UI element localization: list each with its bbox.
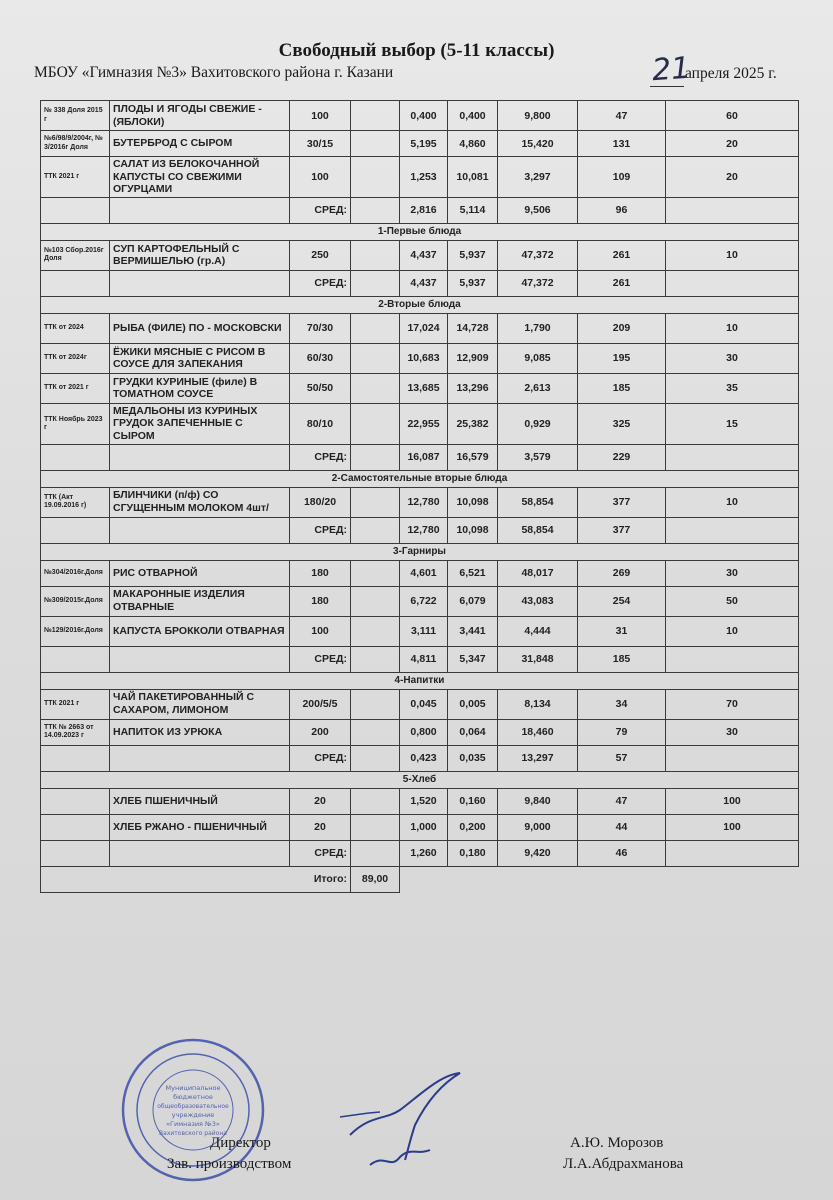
average-label: СРЕД: <box>290 270 351 296</box>
price-value: 60 <box>666 101 799 131</box>
portion-yield: 200/5/5 <box>290 689 351 719</box>
kcal-value: 79 <box>578 719 666 745</box>
portion-yield: 20 <box>290 788 351 814</box>
avg-carbs: 9,506 <box>498 197 578 223</box>
avg-kcal: 185 <box>578 646 666 672</box>
empty-cell <box>351 840 400 866</box>
kcal-value: 47 <box>578 788 666 814</box>
carbs-value: 2,613 <box>498 373 578 403</box>
protein-value: 0,045 <box>400 689 448 719</box>
price-value: 10 <box>666 616 799 646</box>
dish-name: РИС ОТВАРНОЙ <box>110 560 290 586</box>
price-value: 10 <box>666 487 799 517</box>
protein-value: 1,253 <box>400 157 448 198</box>
category-row <box>41 470 799 487</box>
average-label: СРЕД: <box>290 646 351 672</box>
dish-name: БЛИНЧИКИ (п/ф) СО СГУЩЕННЫМ МОЛОКОМ 4шт/ <box>110 487 290 517</box>
menu-item-row <box>41 788 799 814</box>
fat-value: 6,079 <box>448 586 498 616</box>
recipe-code: ТТК (Акт 19.09.2016 г) <box>41 487 110 517</box>
average-row <box>41 517 799 543</box>
price-value: 30 <box>666 343 799 373</box>
portion-yield: 100 <box>290 616 351 646</box>
dish-name: ЧАЙ ПАКЕТИРОВАННЫЙ С САХАРОМ, ЛИМОНОМ <box>110 689 290 719</box>
avg-kcal: 377 <box>578 517 666 543</box>
average-label: СРЕД: <box>290 745 351 771</box>
empty-cell <box>41 517 110 543</box>
avg-protein: 0,423 <box>400 745 448 771</box>
empty-cell <box>110 646 290 672</box>
empty-cell <box>41 197 110 223</box>
fat-value: 3,441 <box>448 616 498 646</box>
kcal-value: 131 <box>578 131 666 157</box>
empty-cell <box>110 745 290 771</box>
empty-cell <box>110 197 290 223</box>
avg-protein: 2,816 <box>400 197 448 223</box>
average-row <box>41 646 799 672</box>
menu-item-row <box>41 616 799 646</box>
carbs-value: 9,000 <box>498 814 578 840</box>
avg-kcal: 57 <box>578 745 666 771</box>
portion-yield: 200 <box>290 719 351 745</box>
empty-cell <box>351 719 400 745</box>
director-name: А.Ю. Морозов <box>570 1135 664 1151</box>
price-value: 20 <box>666 131 799 157</box>
empty-cell <box>351 616 400 646</box>
avg-fat: 10,098 <box>448 517 498 543</box>
menu-item-row <box>41 814 799 840</box>
menu-item-row <box>41 586 799 616</box>
kcal-value: 377 <box>578 487 666 517</box>
avg-carbs: 3,579 <box>498 444 578 470</box>
empty-cell <box>351 689 400 719</box>
price-value: 30 <box>666 719 799 745</box>
menu-item-row <box>41 719 799 745</box>
empty-cell <box>110 840 290 866</box>
empty-cell <box>351 814 400 840</box>
menu-item-row <box>41 131 799 157</box>
protein-value: 13,685 <box>400 373 448 403</box>
protein-value: 0,800 <box>400 719 448 745</box>
empty-cell <box>41 444 110 470</box>
kcal-value: 47 <box>578 101 666 131</box>
menu-item-row <box>41 689 799 719</box>
portion-yield: 50/50 <box>290 373 351 403</box>
avg-protein: 16,087 <box>400 444 448 470</box>
fat-value: 0,200 <box>448 814 498 840</box>
empty-cell <box>351 586 400 616</box>
empty-cell <box>351 157 400 198</box>
portion-yield: 20 <box>290 814 351 840</box>
recipe-code: № 338 Доля 2015 г <box>41 101 110 131</box>
empty-cell <box>351 403 400 444</box>
empty-cell <box>110 517 290 543</box>
price-value: 30 <box>666 560 799 586</box>
average-label: СРЕД: <box>290 444 351 470</box>
category-label: 1-Первые блюда <box>41 223 799 240</box>
empty-cell <box>41 745 110 771</box>
protein-value: 3,111 <box>400 616 448 646</box>
portion-yield: 100 <box>290 157 351 198</box>
menu-item-row <box>41 101 799 131</box>
avg-carbs: 47,372 <box>498 270 578 296</box>
kcal-value: 185 <box>578 373 666 403</box>
protein-value: 5,195 <box>400 131 448 157</box>
carbs-value: 58,854 <box>498 487 578 517</box>
svg-text:учреждение: учреждение <box>171 1111 215 1119</box>
fat-value: 14,728 <box>448 313 498 343</box>
portion-yield: 250 <box>290 240 351 270</box>
protein-value: 0,400 <box>400 101 448 131</box>
portion-yield: 100 <box>290 101 351 131</box>
date-underline <box>650 86 684 87</box>
price-value: 100 <box>666 788 799 814</box>
avg-kcal: 46 <box>578 840 666 866</box>
protein-value: 12,780 <box>400 487 448 517</box>
kcal-value: 195 <box>578 343 666 373</box>
fat-value: 10,081 <box>448 157 498 198</box>
protein-value: 10,683 <box>400 343 448 373</box>
dish-name: БУТЕРБРОД С СЫРОМ <box>110 131 290 157</box>
protein-value: 4,437 <box>400 240 448 270</box>
menu-item-row <box>41 313 799 343</box>
portion-yield: 60/30 <box>290 343 351 373</box>
fat-value: 0,005 <box>448 689 498 719</box>
svg-text:Муниципальное: Муниципальное <box>165 1084 221 1092</box>
kcal-value: 44 <box>578 814 666 840</box>
dish-name: МЕДАЛЬОНЫ ИЗ КУРИНЫХ ГРУДОК ЗАПЕЧЕННЫЕ С СЫРОМ <box>110 403 290 444</box>
dish-name: НАПИТОК ИЗ УРЮКА <box>110 719 290 745</box>
average-label: СРЕД: <box>290 840 351 866</box>
empty-cell <box>41 270 110 296</box>
fat-value: 12,909 <box>448 343 498 373</box>
kcal-value: 269 <box>578 560 666 586</box>
empty-cell <box>41 646 110 672</box>
dish-name: ХЛЕБ ПШЕНИЧНЫЙ <box>110 788 290 814</box>
dish-name: ЁЖИКИ МЯСНЫЕ С РИСОМ В СОУСЕ ДЛЯ ЗАПЕКАНИЯ <box>110 343 290 373</box>
empty-cell <box>666 646 799 672</box>
fat-value: 13,296 <box>448 373 498 403</box>
category-row <box>41 771 799 788</box>
category-label: 2-Самостоятельные вторые блюда <box>41 470 799 487</box>
carbs-value: 0,929 <box>498 403 578 444</box>
recipe-code: ТТК 2021 г <box>41 689 110 719</box>
protein-value: 6,722 <box>400 586 448 616</box>
portion-yield: 180/20 <box>290 487 351 517</box>
empty-cell <box>351 197 400 223</box>
price-value: 10 <box>666 313 799 343</box>
carbs-value: 9,840 <box>498 788 578 814</box>
category-row <box>41 296 799 313</box>
dish-name: ХЛЕБ РЖАНО - ПШЕНИЧНЫЙ <box>110 814 290 840</box>
empty-cell <box>666 197 799 223</box>
menu-item-row <box>41 373 799 403</box>
date-month-year: апреля 2025 г. <box>685 65 777 82</box>
protein-value: 4,601 <box>400 560 448 586</box>
director-role: Директор <box>210 1135 271 1151</box>
total-value: 89,00 <box>351 866 400 892</box>
empty-cell <box>666 745 799 771</box>
avg-fat: 5,347 <box>448 646 498 672</box>
production-role: Зав. производством <box>167 1156 292 1172</box>
carbs-value: 4,444 <box>498 616 578 646</box>
empty-cell <box>351 788 400 814</box>
kcal-value: 31 <box>578 616 666 646</box>
protein-value: 1,520 <box>400 788 448 814</box>
category-row <box>41 672 799 689</box>
empty-cell <box>351 343 400 373</box>
empty-cell <box>351 560 400 586</box>
recipe-code: №129/2016г.Доля <box>41 616 110 646</box>
price-value: 50 <box>666 586 799 616</box>
avg-protein: 4,437 <box>400 270 448 296</box>
empty-cell <box>666 517 799 543</box>
category-row <box>41 223 799 240</box>
empty-cell <box>351 101 400 131</box>
avg-fat: 5,937 <box>448 270 498 296</box>
price-value: 35 <box>666 373 799 403</box>
portion-yield: 80/10 <box>290 403 351 444</box>
carbs-value: 48,017 <box>498 560 578 586</box>
carbs-value: 18,460 <box>498 719 578 745</box>
dish-name: ГРУДКИ КУРИНЫЕ (филе) В ТОМАТНОМ СОУСЕ <box>110 373 290 403</box>
average-row <box>41 197 799 223</box>
svg-text:Вахитовского района: Вахитовского района <box>159 1130 227 1137</box>
recipe-code: ТТК от 2024 <box>41 313 110 343</box>
recipe-code: ТТК от 2021 г <box>41 373 110 403</box>
recipe-code: №304/2016г.Доля <box>41 560 110 586</box>
average-row <box>41 444 799 470</box>
avg-carbs: 31,848 <box>498 646 578 672</box>
fat-value: 25,382 <box>448 403 498 444</box>
svg-text:бюджетное: бюджетное <box>173 1093 213 1101</box>
recipe-code: ТТК Ноябрь 2023 г <box>41 403 110 444</box>
average-label: СРЕД: <box>290 197 351 223</box>
average-label: СРЕД: <box>290 517 351 543</box>
protein-value: 1,000 <box>400 814 448 840</box>
empty-cell <box>351 444 400 470</box>
fat-value: 10,098 <box>448 487 498 517</box>
page-title: Свободный выбор (5-11 классы) <box>278 40 555 61</box>
total-row <box>41 866 799 892</box>
empty-cell <box>351 517 400 543</box>
menu-item-row <box>41 343 799 373</box>
price-value: 20 <box>666 157 799 198</box>
avg-protein: 1,260 <box>400 840 448 866</box>
avg-fat: 5,114 <box>448 197 498 223</box>
empty-cell <box>110 444 290 470</box>
menu-item-row <box>41 560 799 586</box>
dish-name: РЫБА (ФИЛЕ) ПО - МОСКОВСКИ <box>110 313 290 343</box>
carbs-value: 15,420 <box>498 131 578 157</box>
empty-cell <box>351 313 400 343</box>
recipe-code: №103 Сбор.2016г Доля <box>41 240 110 270</box>
fat-value: 4,860 <box>448 131 498 157</box>
avg-kcal: 96 <box>578 197 666 223</box>
avg-kcal: 261 <box>578 270 666 296</box>
kcal-value: 261 <box>578 240 666 270</box>
dish-name: САЛАТ ИЗ БЕЛОКОЧАННОЙ КАПУСТЫ СО СВЕЖИМИ ОГУРЦАМИ <box>110 157 290 198</box>
dish-name: КАПУСТА БРОККОЛИ ОТВАРНАЯ <box>110 616 290 646</box>
average-row <box>41 745 799 771</box>
price-value: 15 <box>666 403 799 444</box>
dish-name: МАКАРОННЫЕ ИЗДЕЛИЯ ОТВАРНЫЕ <box>110 586 290 616</box>
portion-yield: 70/30 <box>290 313 351 343</box>
empty-cell <box>351 131 400 157</box>
protein-value: 22,955 <box>400 403 448 444</box>
price-value: 10 <box>666 240 799 270</box>
price-value: 100 <box>666 814 799 840</box>
carbs-value: 3,297 <box>498 157 578 198</box>
empty-cell <box>666 840 799 866</box>
menu-item-row <box>41 487 799 517</box>
empty-cell <box>351 487 400 517</box>
menu-table <box>40 100 799 893</box>
menu-item-row <box>41 157 799 198</box>
protein-value: 17,024 <box>400 313 448 343</box>
portion-yield: 30/15 <box>290 131 351 157</box>
kcal-value: 325 <box>578 403 666 444</box>
kcal-value: 34 <box>578 689 666 719</box>
recipe-code: ТТК от 2024г <box>41 343 110 373</box>
director-signature <box>330 1055 480 1185</box>
total-label: Итого: <box>41 866 351 892</box>
carbs-value: 9,800 <box>498 101 578 131</box>
production-name: Л.А.Абдрахманова <box>563 1156 684 1172</box>
average-row <box>41 270 799 296</box>
fat-value: 0,160 <box>448 788 498 814</box>
avg-carbs: 58,854 <box>498 517 578 543</box>
kcal-value: 254 <box>578 586 666 616</box>
school-name: МБОУ «Гимназия №3» Вахитовского района г. Казани <box>34 64 394 81</box>
svg-text:«Гимназия №3»: «Гимназия №3» <box>166 1120 220 1128</box>
empty-cell <box>666 444 799 470</box>
empty-cell <box>41 840 110 866</box>
dish-name: ПЛОДЫ И ЯГОДЫ СВЕЖИЕ - (ЯБЛОКИ) <box>110 101 290 131</box>
empty-cell <box>351 373 400 403</box>
carbs-value: 9,085 <box>498 343 578 373</box>
date-day-handwritten: 21 <box>650 50 692 89</box>
empty-cell <box>351 646 400 672</box>
kcal-value: 109 <box>578 157 666 198</box>
price-value: 70 <box>666 689 799 719</box>
category-label: 2-Вторые блюда <box>41 296 799 313</box>
fat-value: 0,064 <box>448 719 498 745</box>
empty-cell <box>351 240 400 270</box>
recipe-code: №309/2015г.Доля <box>41 586 110 616</box>
recipe-code: №6/98/9/2004г, № 3/2016г Доля <box>41 131 110 157</box>
empty-cell <box>351 270 400 296</box>
portion-yield: 180 <box>290 586 351 616</box>
category-label: 5-Хлеб <box>41 771 799 788</box>
portion-yield: 180 <box>290 560 351 586</box>
avg-fat: 0,180 <box>448 840 498 866</box>
avg-protein: 4,811 <box>400 646 448 672</box>
avg-kcal: 229 <box>578 444 666 470</box>
avg-carbs: 13,297 <box>498 745 578 771</box>
kcal-value: 209 <box>578 313 666 343</box>
recipe-code: ТТК № 2663 от 14.09.2023 г <box>41 719 110 745</box>
avg-carbs: 9,420 <box>498 840 578 866</box>
document-date <box>650 52 790 92</box>
avg-fat: 0,035 <box>448 745 498 771</box>
dish-name: СУП КАРТОФЕЛЬНЫЙ С ВЕРМИШЕЛЬЮ (гр.А) <box>110 240 290 270</box>
category-label: 4-Напитки <box>41 672 799 689</box>
menu-item-row <box>41 240 799 270</box>
avg-protein: 12,780 <box>400 517 448 543</box>
carbs-value: 43,083 <box>498 586 578 616</box>
avg-fat: 16,579 <box>448 444 498 470</box>
carbs-value: 8,134 <box>498 689 578 719</box>
fat-value: 0,400 <box>448 101 498 131</box>
category-row <box>41 543 799 560</box>
fat-value: 5,937 <box>448 240 498 270</box>
category-label: 3-Гарниры <box>41 543 799 560</box>
empty-cell <box>666 270 799 296</box>
empty-cell <box>351 745 400 771</box>
average-row <box>41 840 799 866</box>
menu-item-row <box>41 403 799 444</box>
recipe-code: ТТК 2021 г <box>41 157 110 198</box>
fat-value: 6,521 <box>448 560 498 586</box>
svg-text:общеобразовательное: общеобразовательное <box>157 1103 229 1110</box>
empty-cell <box>110 270 290 296</box>
recipe-code <box>41 814 110 840</box>
recipe-code <box>41 788 110 814</box>
carbs-value: 1,790 <box>498 313 578 343</box>
carbs-value: 47,372 <box>498 240 578 270</box>
